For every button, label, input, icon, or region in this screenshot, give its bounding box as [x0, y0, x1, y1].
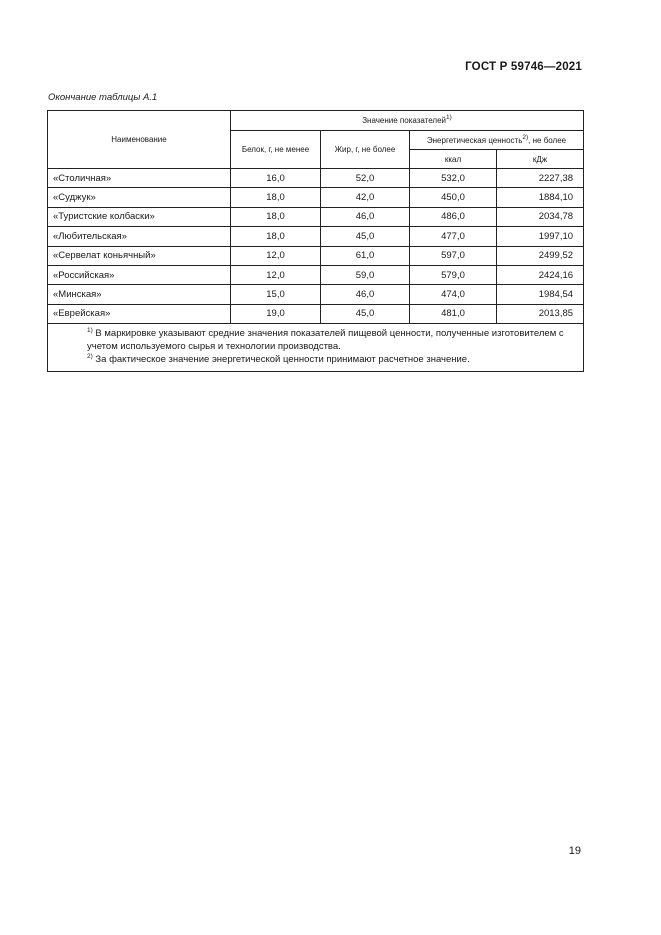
cell-kj: 2227,38	[497, 169, 584, 188]
cell-name: «Любительская»	[48, 227, 231, 246]
header-energy: Энергетическая ценность$^{2)}$, не более	[410, 131, 584, 150]
cell-protein: 12,0	[231, 246, 321, 265]
cell-fat: 42,0	[321, 188, 410, 207]
cell-name: «Еврейская»	[48, 304, 231, 323]
cell-fat: 46,0	[321, 207, 410, 226]
cell-kj: 2499,52	[497, 246, 584, 265]
page-number: 19	[568, 845, 581, 857]
cell-kcal: 597,0	[410, 246, 497, 265]
document-code: ГОСТ Р 59746—2021	[465, 61, 582, 73]
header-indicators: Значение показателей$^{1)}$	[231, 111, 584, 131]
header-name: Наименование	[48, 111, 231, 169]
nutrition-table	[47, 110, 584, 372]
cell-kcal: 481,0	[410, 304, 497, 323]
cell-fat: 61,0	[321, 246, 410, 265]
cell-protein: 18,0	[231, 227, 321, 246]
cell-name: «Минская»	[48, 285, 231, 304]
cell-name: «Туристские колбаски»	[48, 207, 231, 226]
cell-kj: 1884,10	[497, 188, 584, 207]
header-fat: Жир, г, не более	[321, 131, 410, 169]
cell-kcal: 579,0	[410, 265, 497, 284]
table-row	[48, 188, 584, 207]
header-kj: кДж	[497, 150, 584, 169]
cell-fat: 46,0	[321, 285, 410, 304]
cell-protein: 16,0	[231, 169, 321, 188]
cell-kj: 2424,16	[497, 265, 584, 284]
cell-kj: 2013,85	[497, 304, 584, 323]
cell-protein: 12,0	[231, 265, 321, 284]
cell-fat: 52,0	[321, 169, 410, 188]
cell-fat: 45,0	[321, 227, 410, 246]
table-row	[48, 285, 584, 304]
header-protein: Белок, г, не менее	[231, 131, 321, 169]
footnote-2: $^{2)}$ За фактическое значение энергетической ценности принимают расчетное значение.	[87, 353, 470, 366]
cell-kcal: 477,0	[410, 227, 497, 246]
table-row	[48, 207, 584, 226]
table-row	[48, 169, 584, 188]
cell-fat: 59,0	[321, 265, 410, 284]
cell-kj: 2034,78	[497, 207, 584, 226]
table-row	[48, 304, 584, 323]
cell-kj: 1984,54	[497, 285, 584, 304]
table-row	[48, 265, 584, 284]
footnotes	[48, 324, 584, 372]
cell-fat: 45,0	[321, 304, 410, 323]
cell-protein: 19,0	[231, 304, 321, 323]
table-caption: Окончание таблицы А.1	[48, 92, 158, 103]
footnote-1: $^{1)}$ В маркировке указывают средние значения показателей пищевой ценности, полученные изготовителем с учетом используемого сырья и технологии производства.	[87, 327, 564, 353]
cell-kcal: 532,0	[410, 169, 497, 188]
cell-protein: 18,0	[231, 188, 321, 207]
table-row	[48, 246, 584, 265]
cell-kcal: 450,0	[410, 188, 497, 207]
cell-protein: 15,0	[231, 285, 321, 304]
cell-kj: 1997,10	[497, 227, 584, 246]
cell-kcal: 474,0	[410, 285, 497, 304]
cell-name: «Столичная»	[48, 169, 231, 188]
header-kcal: ккал	[410, 150, 497, 169]
cell-protein: 18,0	[231, 207, 321, 226]
cell-kcal: 486,0	[410, 207, 497, 226]
cell-name: «Российская»	[48, 265, 231, 284]
table-row	[48, 227, 584, 246]
cell-name: «Суджук»	[48, 188, 231, 207]
cell-name: «Сервелат коньячный»	[48, 246, 231, 265]
